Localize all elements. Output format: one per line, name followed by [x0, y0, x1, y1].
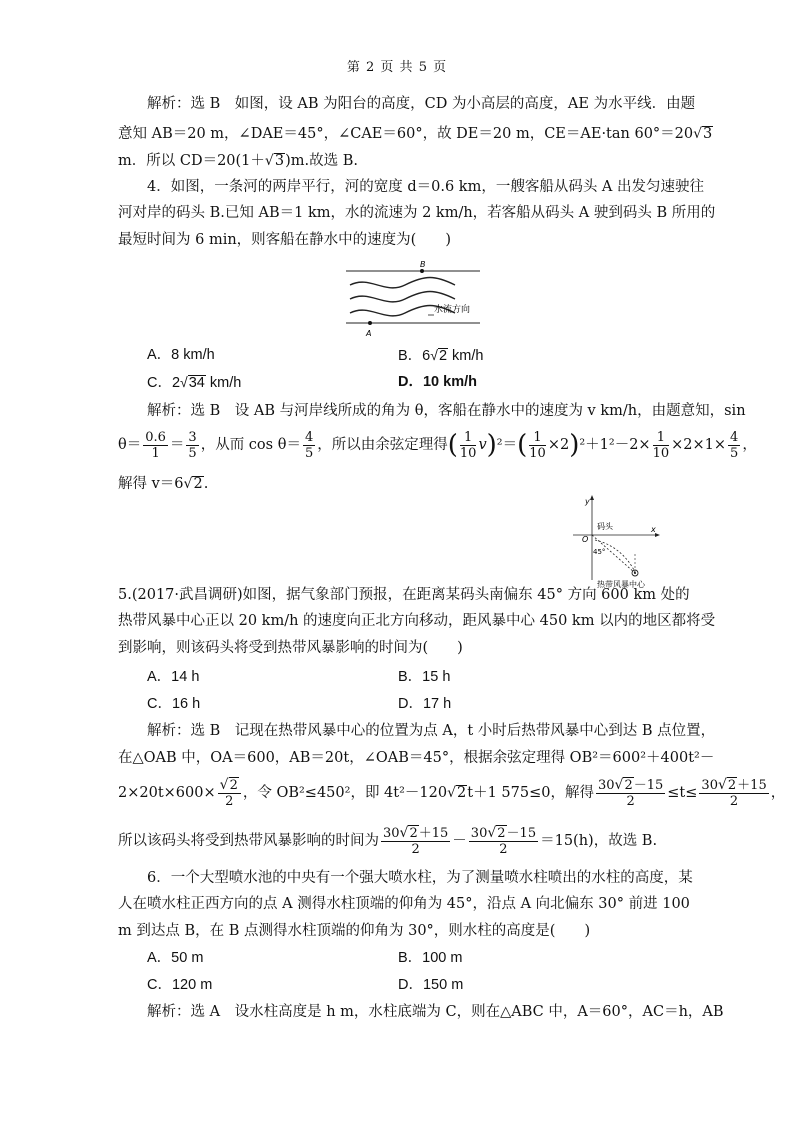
- q6-stem-line-3: m 到达点 B，在 B 点测得水柱顶端的仰角为 30°，则水柱的高度是( ): [118, 923, 591, 939]
- q3-solution-line-1: [147, 94, 695, 114]
- math-text: ＋15: [418, 826, 449, 841]
- fraction: [653, 430, 670, 461]
- river-figure: [340, 258, 490, 342]
- q5-option-d: D．17 h: [398, 696, 452, 712]
- q5-solution-line-2: 在△OAB 中，OA＝600，AB＝20t，∠OAB＝45°，根据余弦定理得 OB²＝600²＋400t²－: [118, 750, 715, 766]
- denominator: 2: [626, 794, 635, 809]
- fraction: [218, 777, 241, 809]
- math-text: ，从而 cos θ＝: [200, 437, 301, 453]
- denominator: 5: [730, 445, 739, 461]
- q5-stem-line-3: 到影响，则该码头将受到热带风暴影响的时间为( ): [118, 640, 463, 656]
- fraction: [728, 430, 740, 461]
- math-text: ×2×1×: [671, 437, 727, 453]
- q6-solution-line-1: 解析：选 A 设水柱高度是 h m，水柱底端为 C，则在△ABC 中，A＝60°，AC＝h，AB: [147, 1004, 724, 1020]
- sqrt-radicand: 2: [457, 785, 467, 801]
- option-text: km/h: [205, 375, 242, 391]
- math-text: ＋15: [737, 778, 767, 793]
- math-text: ≤t≤: [667, 785, 698, 801]
- option-text: C．2: [147, 375, 181, 391]
- math-text: 30: [383, 826, 400, 841]
- sqrt-radicand: 2: [409, 826, 418, 841]
- q4-stem-line-1: 4．如图，一条河的两岸平行，河的宽度 d＝0.6 km，一艘客船从码头 A 出发匀速驶往: [147, 179, 705, 195]
- numerator: 3: [188, 429, 197, 445]
- fraction: [596, 777, 665, 809]
- q3-solution-text: )m.故选 B.: [285, 153, 358, 169]
- sqrt-radicand: 2: [624, 778, 633, 793]
- q5-solution-line-4: [118, 822, 657, 860]
- numerator: 30√2－15: [470, 825, 537, 841]
- q4-option-a: A．8 km/h: [147, 347, 215, 363]
- q5-option-a: A．14 h: [147, 669, 200, 685]
- dock-label: 码头: [597, 522, 613, 531]
- denominator: 2: [729, 794, 739, 809]
- denominator: 10: [529, 445, 546, 461]
- math-text: －15: [633, 778, 664, 793]
- math-text: ，令 OB²≤450²，即 4t²－120: [242, 785, 448, 801]
- math-text: 30: [701, 778, 718, 793]
- q4-solution-line-2: θ＝ $\frac{0.6}{1}$ ＝ $\frac{3}{5}$ ，从而 cos θ＝ $\frac{4}{5}$ ，所以由余弦定理得( $\frac{1}{10}$ v)²＝( $\frac{1}{10}$ ×2)²＋1²－2× $\frac{1}{10}$ ×2×1× $\frac{4}{5}$ ，: [118, 429, 757, 461]
- math-text: 所以该码头将受到热带风暴影响的时间为: [118, 833, 379, 849]
- q5-option-b: B．15 h: [398, 669, 451, 685]
- math-text: .: [203, 476, 209, 492]
- sqrt-radicand: 2: [438, 348, 448, 364]
- numerator: 0.6: [145, 429, 166, 445]
- q6-option-b: B．100 m: [398, 950, 463, 966]
- math-text: ²＋1²－2×: [579, 437, 651, 453]
- math-text: －: [452, 833, 467, 849]
- q5-stem-line-2: 热带风暴中心正以 20 km/h 的速度向正北方向移动，距风暴中心 450 km 以内的地区都将受: [118, 613, 716, 629]
- page-header: 第 2 页 共 5 页: [346, 60, 448, 75]
- numerator: 1: [529, 430, 546, 446]
- label-b: B: [420, 260, 426, 269]
- numerator: 4: [730, 429, 739, 445]
- numerator: 4: [304, 429, 314, 445]
- numerator: 30√2＋15: [383, 825, 449, 841]
- q5-stem-line-1: 5.(2017·武昌调研)如图，据气象部门预报，在距离某码头南偏东 45° 方向 600 km 处的: [118, 587, 690, 603]
- q6-stem-line-1: 6．一个大型喷水池的中央有一个强大喷水柱，为了测量喷水柱喷出的水柱的高度，某: [147, 870, 693, 886]
- math-text: ²＝: [496, 437, 518, 453]
- q3-solution-line-2: 意知 AB＝20 m，∠DAE＝45°，∠CAE＝60°，故 DE＝20 m，CE＝AE·tan 60°＝20√3: [118, 126, 713, 142]
- q3-solution-line-3: m．所以 CD＝20(1＋√3)m.故选 B.: [118, 153, 358, 169]
- q3-solution-text: 解析：选 B 如图，设 AB 为阳台的高度，CD 为小高层的高度，AE 为水平线．由题: [147, 96, 696, 112]
- sqrt-radicand: 3: [703, 126, 713, 142]
- sqrt-radicand: 2: [193, 476, 203, 492]
- denominator: 2: [411, 842, 420, 857]
- origin-label: O: [582, 535, 589, 544]
- option-text: B．6: [398, 348, 431, 364]
- label-a: A: [366, 329, 372, 338]
- math-text: ＝15(h)，故选 B.: [540, 833, 658, 849]
- q4-option-d: D．10 km/h: [398, 374, 477, 390]
- q4-stem-line-3: 最短时间为 6 min，则客船在静水中的速度为( ): [118, 232, 451, 248]
- q4-solution-line-3: 解得 v＝6√2.: [118, 476, 209, 492]
- sqrt-radicand: 3: [274, 153, 285, 169]
- storm-center-label: 热带风暴中心: [597, 580, 645, 589]
- denominator: 2: [225, 794, 234, 809]
- math-text: θ＝: [118, 437, 142, 453]
- numerator: √2: [218, 777, 241, 794]
- q4-stem-line-2: 河对岸的码头 B.已知 AB＝1 km，水的流速为 2 km/h，若客船从码头 A 驶到码头 B 所用的: [118, 205, 716, 221]
- math-text: 2×20t×600×: [118, 785, 216, 801]
- math-text: 30: [597, 778, 615, 793]
- sqrt-radicand: 2: [497, 826, 506, 841]
- q6-option-a: A．50 m: [147, 950, 204, 966]
- numerator: 1: [653, 430, 670, 446]
- q6-option-c: C．120 m: [147, 977, 213, 993]
- q4-option-c: C．2√34 km/h: [147, 374, 242, 391]
- math-variable: v: [478, 437, 487, 453]
- math-text: ，所以由余弦定理得: [317, 437, 448, 453]
- math-text: ，: [770, 785, 786, 801]
- math-text: ，: [742, 437, 757, 453]
- numerator: 30√2－15: [597, 777, 664, 793]
- q5-option-c: C．16 h: [147, 696, 201, 712]
- sqrt-radicand: 34: [188, 375, 205, 391]
- option-text: km/h: [448, 348, 484, 364]
- q6-stem-line-2: 人在喷水柱正西方向的点 A 测得水柱顶端的仰角为 45°，沿点 A 向北偏东 30° 前进 100: [118, 896, 690, 912]
- fraction: [381, 825, 450, 857]
- axis-x-label: x: [651, 525, 656, 534]
- math-text: 30: [470, 826, 488, 841]
- math-text: －15: [506, 826, 537, 841]
- denominator: 5: [304, 445, 314, 461]
- math-text: ＝: [169, 437, 185, 453]
- axis-y-label: y: [585, 497, 590, 506]
- denominator: 5: [188, 445, 197, 461]
- fraction: [469, 825, 538, 857]
- math-text: t＋1 575≤0，解得: [467, 785, 594, 801]
- fraction: [303, 430, 315, 461]
- q4-option-b: B．6√2 km/h: [398, 347, 484, 364]
- q5-solution-line-1: 解析：选 B 记现在热带风暴中心的位置为点 A，t 小时后热带风暴中心到达 B 点位置，: [147, 723, 716, 739]
- storm-figure: [565, 494, 675, 590]
- q3-solution-text: m．所以 CD＝20(1＋: [118, 153, 265, 169]
- fraction: [143, 430, 168, 461]
- denominator: 2: [499, 842, 508, 857]
- denominator: 10: [652, 445, 670, 461]
- denominator: 10: [459, 445, 477, 461]
- q4-solution-line-1: 解析：选 B 设 AB 与河岸线所成的角为 θ，客船在静水中的速度为 v km/h，由题意知，sin: [147, 403, 746, 419]
- q5-solution-line-3: 2×20t×600× $\frac{√2}{2}$ ，令 OB²≤450²，即 4t²－120√2t＋1 575≤0，解得 $\frac{30√2-15}{2}$ ≤t≤ $\frac{30√2+15}{2}$ ，: [118, 777, 786, 809]
- denominator: 1: [151, 445, 160, 461]
- numerator: 30√2＋15: [701, 777, 767, 793]
- fraction: [460, 430, 477, 461]
- fraction: [186, 430, 198, 461]
- fraction: [699, 777, 768, 809]
- flow-direction-label: 水流方向: [434, 305, 471, 315]
- math-text: 解得 v＝6: [118, 476, 184, 492]
- q3-solution-text: 意知 AB＝20 m，∠DAE＝45°，∠CAE＝60°，故 DE＝20 m，CE＝AE·tan 60°＝20: [118, 126, 694, 142]
- angle-label: 45°: [593, 548, 606, 556]
- fraction: [529, 430, 546, 461]
- numerator: 1: [460, 430, 477, 446]
- sqrt-radicand: 2: [727, 778, 737, 793]
- sqrt-radicand: 2: [229, 778, 238, 793]
- q6-option-d: D．150 m: [398, 977, 464, 993]
- math-text: ×2: [547, 437, 570, 453]
